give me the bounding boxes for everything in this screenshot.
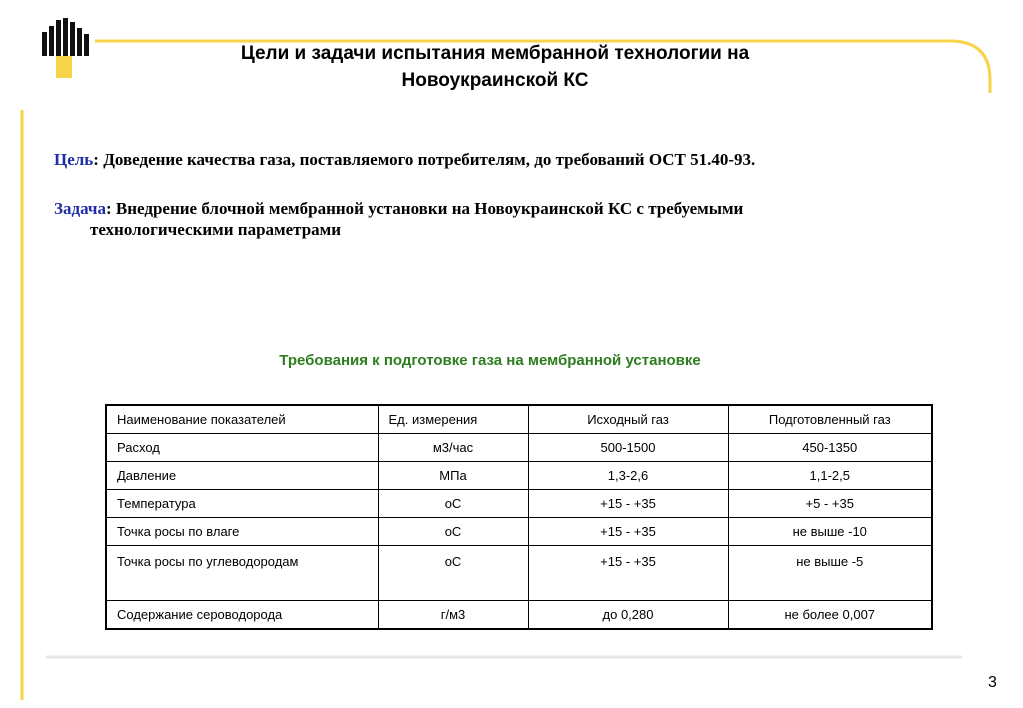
table-cell: оС bbox=[378, 490, 528, 518]
table-row bbox=[106, 490, 932, 518]
table-cell: Точка росы по влаге bbox=[106, 518, 378, 546]
table-cell: не более 0,007 bbox=[728, 601, 932, 630]
table-cell: 1,3-2,6 bbox=[528, 462, 728, 490]
page-title bbox=[150, 40, 840, 94]
table-cell: Расход bbox=[106, 434, 378, 462]
goal-text: : Доведение качества газа, поставляемого потребителям, до требований ОСТ 51.40-93. bbox=[93, 150, 756, 169]
gas-requirements-table bbox=[105, 404, 933, 630]
header-cell: Наименование показателей bbox=[106, 405, 378, 434]
task-paragraph bbox=[54, 198, 934, 240]
table-cell: до 0,280 bbox=[528, 601, 728, 630]
page-number: 3 bbox=[988, 674, 997, 691]
table-cell: +15 - +35 bbox=[528, 546, 728, 601]
table-cell: +15 - +35 bbox=[528, 490, 728, 518]
table-cell: +5 - +35 bbox=[728, 490, 932, 518]
task-text-line-1: : Внедрение блочной мембранной установки на Новоукраинской КС с требуемыми bbox=[105, 199, 744, 218]
table-cell: Температура bbox=[106, 490, 378, 518]
table-cell: МПа bbox=[378, 462, 528, 490]
table-cell: не выше -5 bbox=[728, 546, 932, 601]
goal-paragraph bbox=[54, 149, 984, 170]
table-header-row bbox=[106, 405, 932, 434]
table-row bbox=[106, 546, 932, 601]
task-text-line-2: технологическими параметрами bbox=[90, 220, 342, 239]
task-label: Задача bbox=[54, 199, 106, 218]
rosneft-logo-icon bbox=[42, 18, 90, 78]
header-cell: Ед. измерения bbox=[378, 405, 528, 434]
table-row bbox=[106, 434, 932, 462]
table-row bbox=[106, 518, 932, 546]
header-cell: Подготовленный газ bbox=[728, 405, 932, 434]
table-row bbox=[106, 462, 932, 490]
table-cell: 450-1350 bbox=[728, 434, 932, 462]
table-cell: Давление bbox=[106, 462, 378, 490]
title-line-2: Новоукраинской КС bbox=[401, 70, 589, 91]
table-row bbox=[106, 601, 932, 630]
table-cell: оС bbox=[378, 518, 528, 546]
table-cell: 1,1-2,5 bbox=[728, 462, 932, 490]
table-cell: не выше -10 bbox=[728, 518, 932, 546]
table-cell: оС bbox=[378, 546, 528, 601]
title-line-1: Цели и задачи испытания мембранной технологии на bbox=[240, 43, 750, 64]
header-cell: Исходный газ bbox=[528, 405, 728, 434]
table-cell: Содержание сероводорода bbox=[106, 601, 378, 630]
table-cell: г/м3 bbox=[378, 601, 528, 630]
table-title: Требования к подготовке газа на мембранной установке bbox=[279, 352, 701, 369]
table-cell: м3/час bbox=[378, 434, 528, 462]
table-cell: 500-1500 bbox=[528, 434, 728, 462]
goal-label: Цель bbox=[54, 150, 94, 169]
table-cell: Точка росы по углеводородам bbox=[106, 546, 378, 601]
table-cell: +15 - +35 bbox=[528, 518, 728, 546]
